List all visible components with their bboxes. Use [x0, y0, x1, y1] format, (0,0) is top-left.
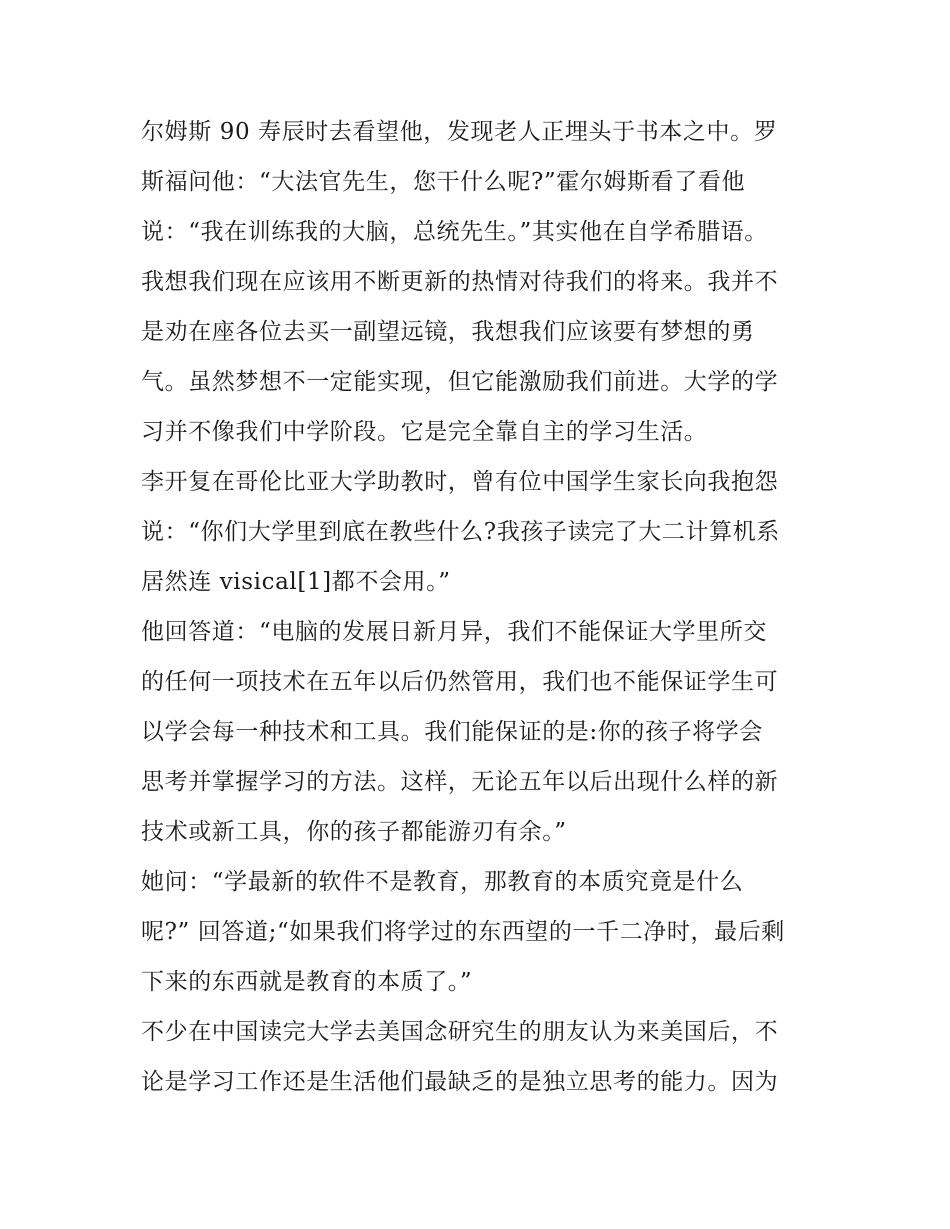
text-line: 呢?” 回答道;“如果我们将学过的东西望的一千二净时，最后剩	[141, 919, 785, 945]
text-line: 论是学习工作还是生活他们最缺乏的是独立思考的能力。因为	[141, 1069, 779, 1095]
text-line: 他回答道：“电脑的发展日新月异，我们不能保证大学里所交	[141, 619, 767, 645]
text-line: 不少在中国读完大学去美国念研究生的朋友认为来美国后，不	[141, 1019, 779, 1045]
text-line: 说：“你们大学里到底在教些什么?我孩子读完了大二计算机系	[141, 519, 780, 545]
text-line: 气。虽然梦想不一定能实现，但它能激励我们前进。大学的学	[141, 369, 779, 395]
text-line: 下来的东西就是教育的本质了。”	[141, 969, 473, 995]
text-line: 说：“我在训练我的大脑，总统先生。”其实他在自学希腊语。	[141, 219, 768, 245]
document-body	[141, 107, 821, 1107]
text-line: 习并不像我们中学阶段。它是完全靠自主的学习生活。	[141, 419, 708, 445]
text-line: 李开复在哥伦比亚大学助教时，曾有位中国学生家长向我抱怨	[141, 469, 779, 495]
text-line: 斯福问他：“大法官先生，您干什么呢?”霍尔姆斯看了看他	[141, 169, 746, 195]
text-line: 以学会每一种技术和工具。我们能保证的是:你的孩子将学会	[141, 719, 763, 745]
text-line: 居然连 visical[1]都不会用。”	[141, 569, 451, 595]
text-line: 思考并掌握学习的方法。这样，无论五年以后出现什么样的新	[141, 769, 779, 795]
text-line: 我想我们现在应该用不断更新的热情对待我们的将来。我并不	[141, 269, 779, 295]
text-line: 技术或新工具，你的孩子都能游刃有余。”	[141, 819, 567, 845]
text-line: 的任何一项技术在五年以后仍然管用，我们也不能保证学生可	[141, 669, 779, 695]
text-line: 她问：“学最新的软件不是教育，那教育的本质究竟是什么	[141, 869, 744, 895]
text-line: 是劝在座各位去买一副望远镜，我想我们应该要有梦想的勇	[141, 319, 755, 345]
text-line: 尔姆斯 90 寿辰时去看望他，发现老人正埋头于书本之中。罗	[141, 119, 778, 145]
